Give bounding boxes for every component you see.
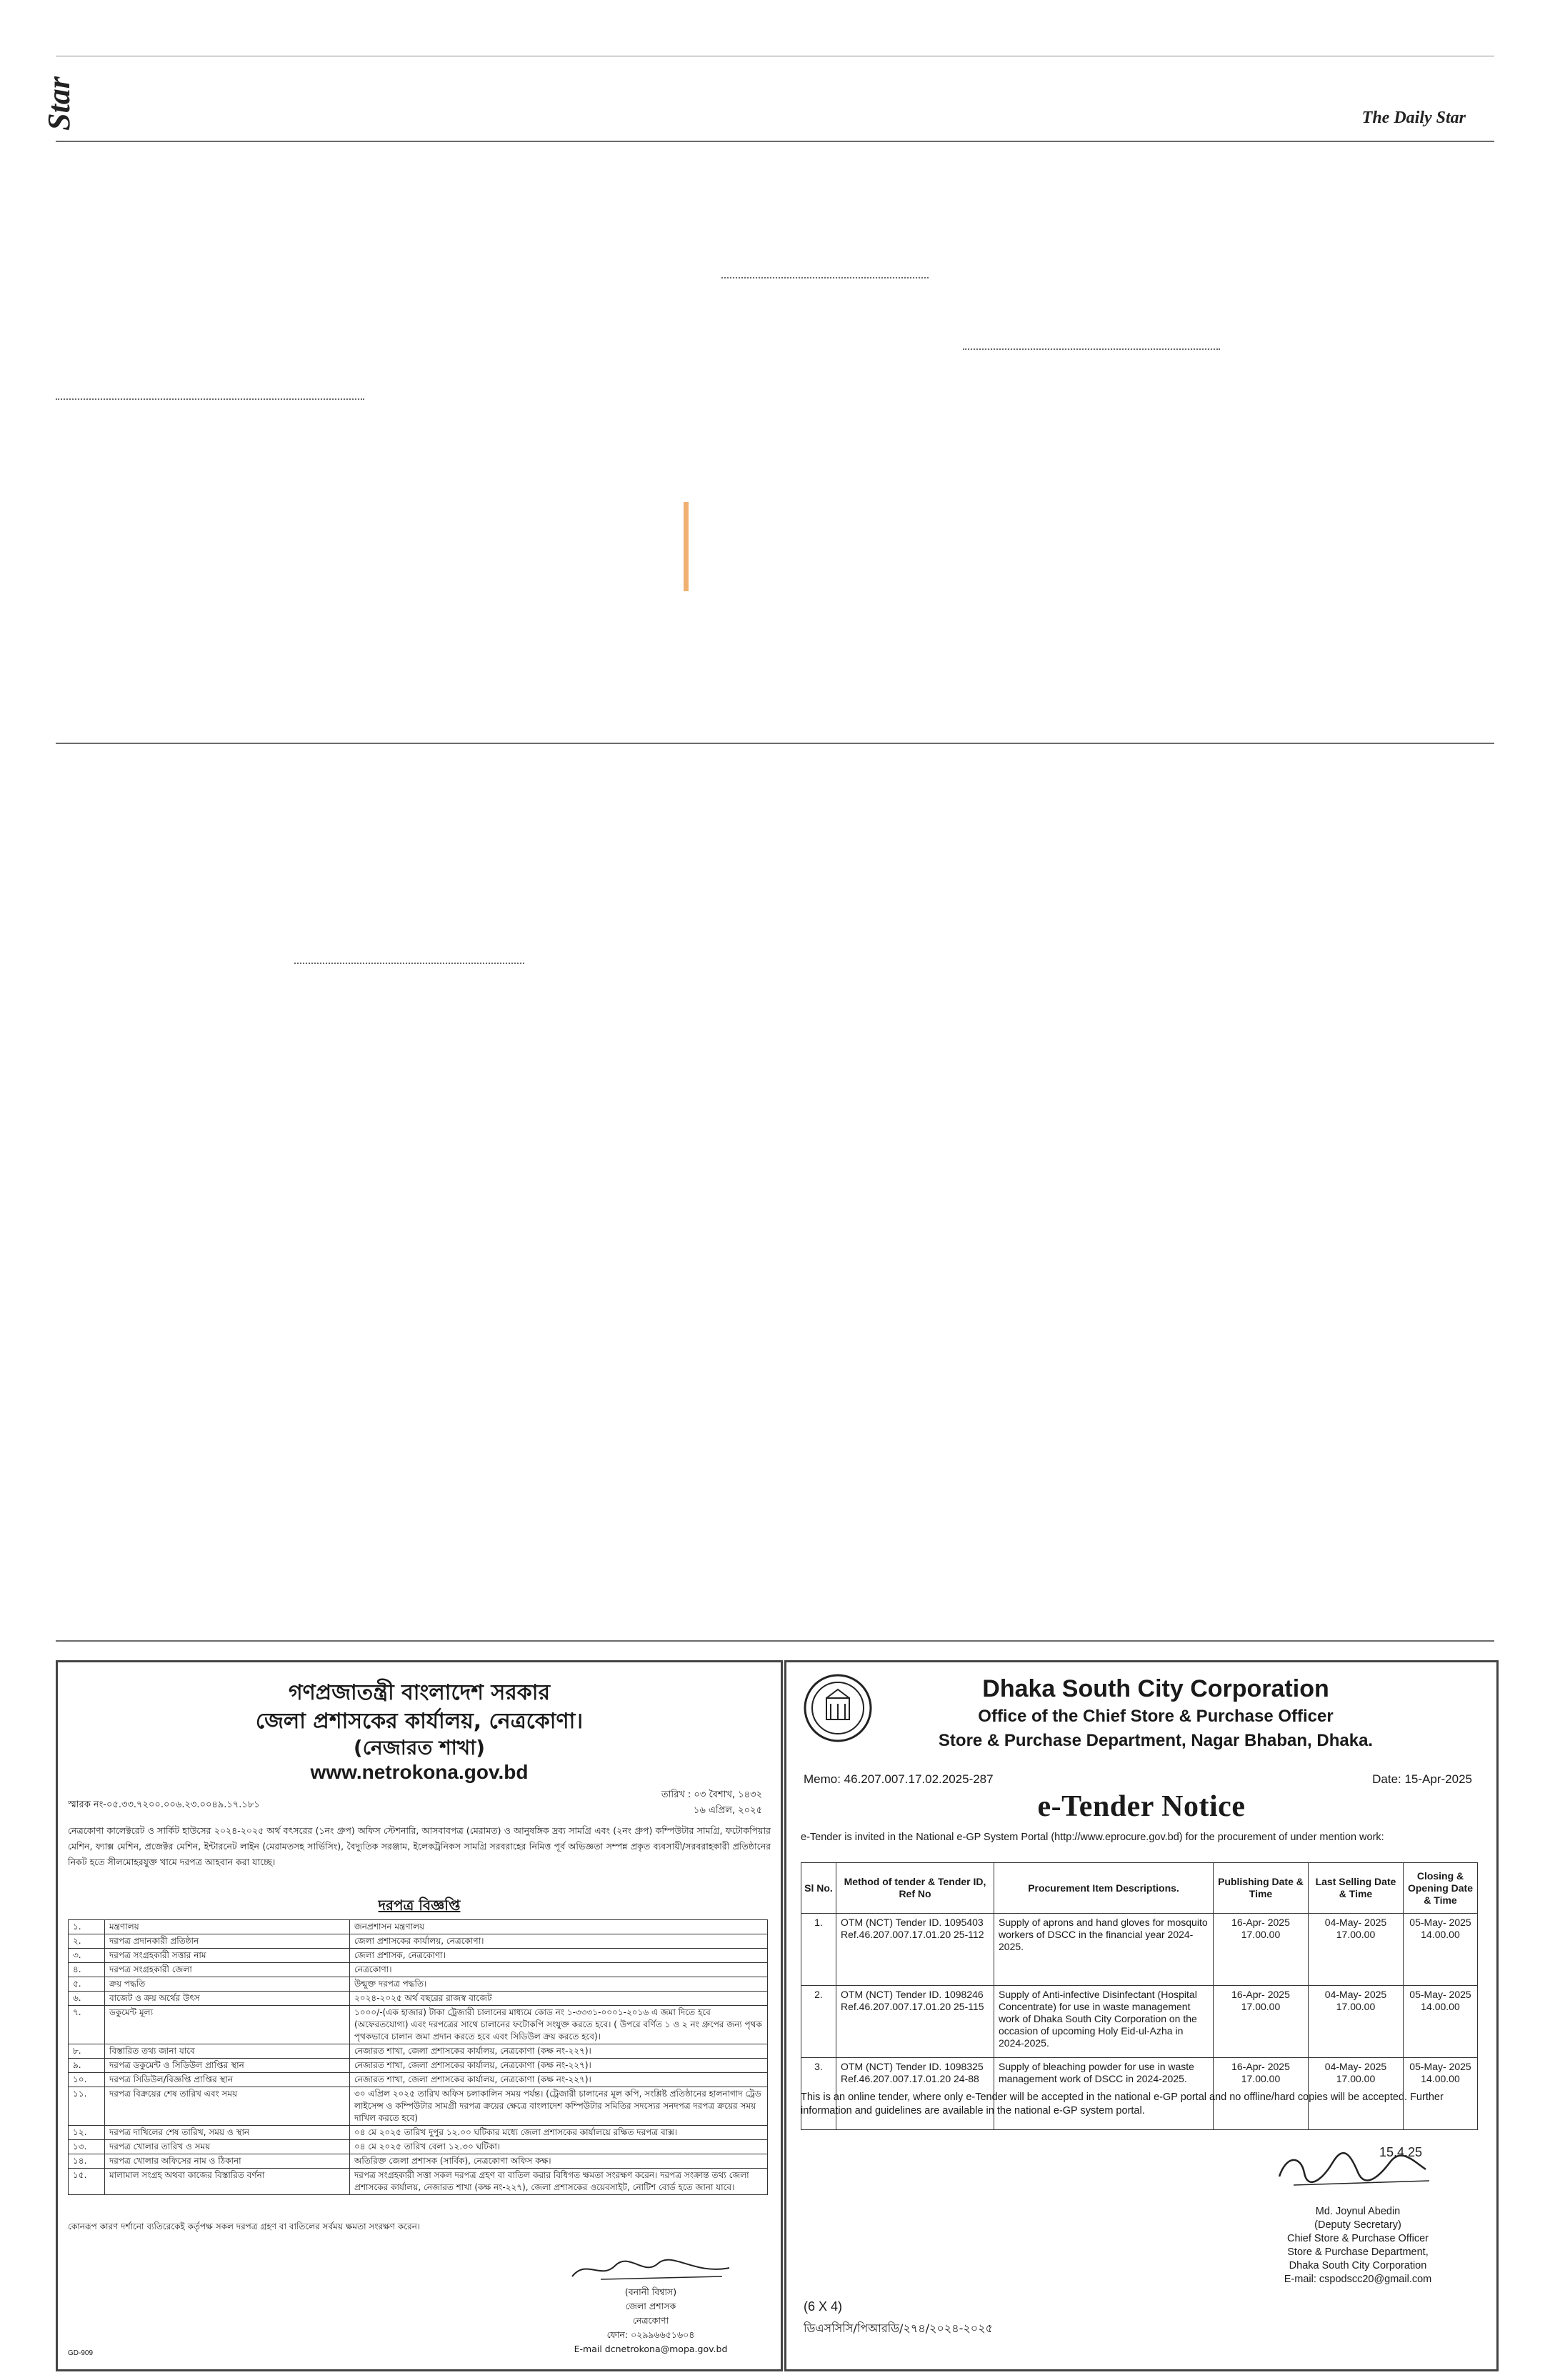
signatory-dept: Store & Purchase Department, — [1287, 2246, 1429, 2258]
table-row: 2. OTM (NCT) Tender ID. 1098246 Ref.46.207.007.17.01.20 25-115 Supply of Anti-infective Disinfectant (Hospital Concentrate) for use in waste management work of Dhaka South City Corporation on the occasion of upcoming Holy Eid-ul-Azha in 2024-2025. 16-Apr- 2025 17.00.00 04-May- 2025 17.00.00 05-May- 2025 14.00.00 — [801, 1986, 1478, 2058]
intro-paragraph: e-Tender is invited in the National e-GP System Portal (http://www.eprocure.gov.bd) for the procurement of under mention work: — [801, 1832, 1384, 1843]
tender-details-table — [68, 1919, 768, 2195]
date-block: তারিখ : ০৩ বৈশাখ, ১৪৩২ ১৬ এপ্রিল, ২০২৫ — [661, 1787, 762, 1819]
table-row: ৬. বাজেট ও ক্রয় অর্থের উৎস ২০২৪-২০২৫ অর্থ বছরের রাজস্ব বাজেট — [69, 1992, 768, 2006]
signatory-org: Dhaka South City Corporation — [1289, 2260, 1427, 2271]
accent-bar — [684, 502, 689, 591]
footer-paragraph: This is an online tender, where only e-Tender will be accepted in the national e-GP portal and no offline/hard copies will be accepted. Further information and guidelines are available in the national e-GP system portal. — [801, 2092, 1444, 2117]
ad-size: (6 X 4) — [804, 2299, 843, 2314]
table-row: 1. OTM (NCT) Tender ID. 1095403 Ref.46.207.007.17.01.20 25-112 Supply of aprons and hand gloves for mosquito workers of DSCC in the financial year 2024-2025. 16-Apr- 2025 17.00.00 04-May- 2025 17.00.00 05-May- 2025 14.00.00 — [801, 1914, 1478, 1986]
disclaimer-note: কোনরূপ কারণ দর্শানো ব্যতিরেকেই কর্তৃপক্ষ সকল দরপত্র গ্রহণ বা বাতিলের সর্বময় ক্ষমতা সংরক্ষণ করেন। — [68, 2221, 421, 2231]
dotted-divider — [963, 348, 1220, 350]
table-row: ৮. বিস্তারিত তথ্য জানা যাবে নেজারত শাখা, জেলা প্রশাসকের কার্যালয়, নেত্রকোণা (কক্ষ নং-২২৭)। — [69, 2044, 768, 2059]
notice-title: e-Tender Notice — [1037, 1790, 1246, 1823]
table-row: ৪. দরপত্র সংগ্রহকারী জেলা নেত্রকোণা। — [69, 1963, 768, 1977]
tender-table — [801, 1862, 1478, 2130]
phone-number: ফোন: ০২৯৯৬৬৫১৬০৪ — [606, 2329, 695, 2340]
table-row: 3. OTM (NCT) Tender ID. 1098325 Ref.46.207.007.17.01.20 24-88 Supply of bleaching powder for use in waste management work of DSCC in 2024-2025. 16-Apr- 2025 17.00.00 04-May- 2025 17.00.00 05-May- 2025 14.00.00 — [801, 2058, 1478, 2130]
signatory-block — [551, 2285, 751, 2356]
signatory-name: (বনানী বিশ্বাস) — [624, 2286, 677, 2297]
signatory-rank: (Deputy Secretary) — [1314, 2219, 1401, 2231]
dscc-etender-ad — [784, 1660, 1499, 2371]
dotted-divider — [721, 277, 929, 278]
section-rule — [56, 743, 1494, 744]
dotted-divider — [294, 963, 524, 964]
email-address: E-mail dcnetrokona@mopa.gov.bd — [574, 2344, 728, 2354]
signature-image — [558, 2255, 744, 2284]
notice-date: Date: 15-Apr-2025 — [1372, 1772, 1472, 1786]
website-link[interactable]: www.netrokona.gov.bd — [310, 1761, 529, 1783]
signatory-title: জেলা প্রশাসক — [625, 2301, 676, 2311]
ad-reference: ডিএসসিসি/পিআরডি/২৭৪/২০২৪-২০২৫ — [804, 2321, 993, 2335]
table-row: ১৪. দরপত্র খোলার অফিসের নাম ও ঠিকানা অতিরিক্ত জেলা প্রশাসক (সার্বিক), নেত্রকোণা অফিস কক্ষ। — [69, 2154, 768, 2169]
ad-code: GD-909 — [68, 2349, 94, 2357]
table-row: ৭. ডকুমেন্ট মূল্য ১০০০/-(এক হাজার) টাকা ট্রেজারী চালানের মাধ্যমে কোড নং ১-৩৩৩১-০০০১-২০১৬ এ জমা দিতে হবে (অফেরতযোগ্য) এবং দরপত্রের সাথে চালানের ফটোকপি সংযুক্ত করতে হবে। ( উপরে বর্ণিত ১ ও ২ নং গ্রুপের জন্য পৃথক পৃথকভাবে চালান জমা প্রদান করতে হবে এবং সিডিউল ক্রয় করতে হবে)। — [69, 2006, 768, 2044]
star-logo: Star — [41, 76, 76, 131]
signatory-place: নেত্রকোণা — [632, 2315, 669, 2326]
signatory-block — [1229, 2205, 1486, 2286]
govt-title: গণপ্রজাতন্ত্রী বাংলাদেশ সরকার — [289, 1680, 550, 1705]
branch-title: (নেজারত শাখা) — [353, 1736, 486, 1759]
signatory-email: E-mail: cspodscc20@gmail.com — [1284, 2274, 1432, 2285]
netrokona-tender-ad — [56, 1660, 783, 2371]
table-row: ১৩. দরপত্র খোলার তারিখ ও সময় ০৪ মে ২০২৫ তারিখ বেলা ১২.৩০ ঘটিকা। — [69, 2140, 768, 2154]
table-row: ১৫. মালামাল সংগ্রহ অথবা কাজের বিস্তারিত বর্ণনা দরপত্র সংগ্রহকারী সত্তা সকল দরপত্র গ্রহণ বা বাতিল করার বিধিগত ক্ষমতা সংরক্ষণ করেন। দরপত্র সংক্রান্ত তথ্য জেলা প্রশাসকের কার্যালয়, নেজারত শাখা (কক্ষ নং-২২৭), জেলা প্রশাসকের ওয়েবসাইট, নোটিশ বোর্ড হতে জানা যাবে। — [69, 2169, 768, 2195]
date-gregorian: ১৬ এপ্রিল, ২০২৫ — [693, 1805, 762, 1816]
table-row: ১. মন্ত্রণালয় জনপ্রশাসন মন্ত্রণালয় — [69, 1920, 768, 1934]
dotted-divider — [56, 398, 364, 400]
intro-paragraph: নেত্রকোণা কালেক্টরেট ও সার্কিট হাউসের ২০২৪-২০২৫ অর্থ বৎসরের (১নং গ্রুপ) অফিস স্টেশনারি, আসবাবপত্র (মেরামত) ও আনুষঙ্গিক দ্রব্য সামগ্রি এবং (২নং গ্রুপ) কম্পিউটার সামগ্রি, ফটোকপিয়ার মেশিন, ফ্যাক্স মেশিন, প্রজেক্টর মেশিন, ইন্টারনেট লাইন (মেরামতসহ সার্ভিসিং), বৈদ্যুতিক সরঞ্জাম, ইলেকট্রনিকস সামগ্রি সরবরাহের নিমিত্ত পূর্ব অভিজ্ঞতা সম্পন্ন প্রকৃত ব্যবসায়ী/সরবরাহকারী প্রতিষ্ঠানের নিকট হতে সীলমোহরযুক্ত খামে দরপত্র আহবান করা যাচ্ছে। — [68, 1825, 771, 1867]
date-bengali: ০৩ বৈশাখ, ১৪৩২ — [694, 1789, 762, 1800]
table-row: ১০. দরপত্র সিডিউল/বিজ্ঞপ্তি প্রাপ্তির স্থান নেজারত শাখা, জেলা প্রশাসকের কার্যালয়, নেত্রকোণা (কক্ষ নং-২২৭)। — [69, 2073, 768, 2087]
table-row: ৩. দরপত্র সংগ্রহকারী সত্তার নাম জেলা প্রশাসক, নেত্রকোণা। — [69, 1949, 768, 1963]
memo-number: স্মারক নং-০৫.৩৩.৭২০০.০০৬.২৩.০০৪৯.১৭.১৮১ — [68, 1799, 260, 1810]
svg-text:15.4.25: 15.4.25 — [1379, 2145, 1423, 2159]
table-row: ১১. দরপত্র বিক্রয়ের শেষ তারিখ এবং সময় ৩০ এপ্রিল ২০২৫ তারিখ অফিস চলাকালিন সময় পর্যন্ত। (ট্রেজারী চালানের মূল কপি, সংশ্লিষ্ট প্রতিষ্ঠানের হালনাগাদ ট্রেড লাইসেন্স ও কম্পিউটার সামগ্রী দরপত্র ক্রয়ের ক্ষেত্রে বাংলাদেশ কম্পিউটার সমিতির সদস্যের সনদপত্র দরপত্র ক্রয়ের সময় দাখিল করতে হবে) — [69, 2087, 768, 2126]
department-name: Store & Purchase Department, Nagar Bhaban, Dhaka. — [938, 1731, 1374, 1750]
office-title: জেলা প্রশাসকের কার্যালয়, নেত্রকোণা। — [255, 1709, 584, 1734]
org-name: Dhaka South City Corporation — [982, 1675, 1329, 1702]
signatory-title: Chief Store & Purchase Officer — [1287, 2233, 1429, 2244]
table-row: ৯. দরপত্র ডকুমেন্ট ও সিডিউল প্রাপ্তির স্থান নেজারত শাখা, জেলা প্রশাসকের কার্যালয়, নেত্রকোণা (কক্ষ নং-২২৭)। — [69, 2059, 768, 2073]
daily-star-logo: The Daily Star — [1361, 109, 1466, 127]
ads-rule — [56, 1640, 1494, 1642]
notice-subtitle: দরপত্র বিজ্ঞপ্তি — [378, 1897, 461, 1914]
table-row: ৫. ক্রয় পদ্ধতি উন্মুক্ত দরপত্র পদ্ধতি। — [69, 1977, 768, 1992]
signatory-name: Md. Joynul Abedin — [1315, 2206, 1401, 2217]
table-row: ২. দরপত্র প্রদানকারী প্রতিষ্ঠান জেলা প্রশাসকের কার্যালয়, নেত্রকোণা। — [69, 1934, 768, 1949]
header-rule — [56, 141, 1494, 142]
office-name: Office of the Chief Store & Purchase Officer — [978, 1707, 1334, 1726]
memo-number: Memo: 46.207.007.17.02.2025-287 — [804, 1772, 994, 1786]
table-row: ১২. দরপত্র দাখিলের শেষ তারিখ, সময় ও স্থান ০৪ মে ২০২৫ তারিখ দুপুর ১২.০০ ঘটিকার মধ্যে জেলা প্রশাসকের কার্যালয়ে রক্ষিত দরপত্র বাক্স। — [69, 2126, 768, 2140]
table-header-row: Sl No. Method of tender & Tender ID, Ref No Procurement Item Descriptions. Publishing Date & Time Last Selling Date & Time Closing & Opening Date & Time — [801, 1863, 1478, 1914]
signature-image — [1272, 2141, 1436, 2194]
